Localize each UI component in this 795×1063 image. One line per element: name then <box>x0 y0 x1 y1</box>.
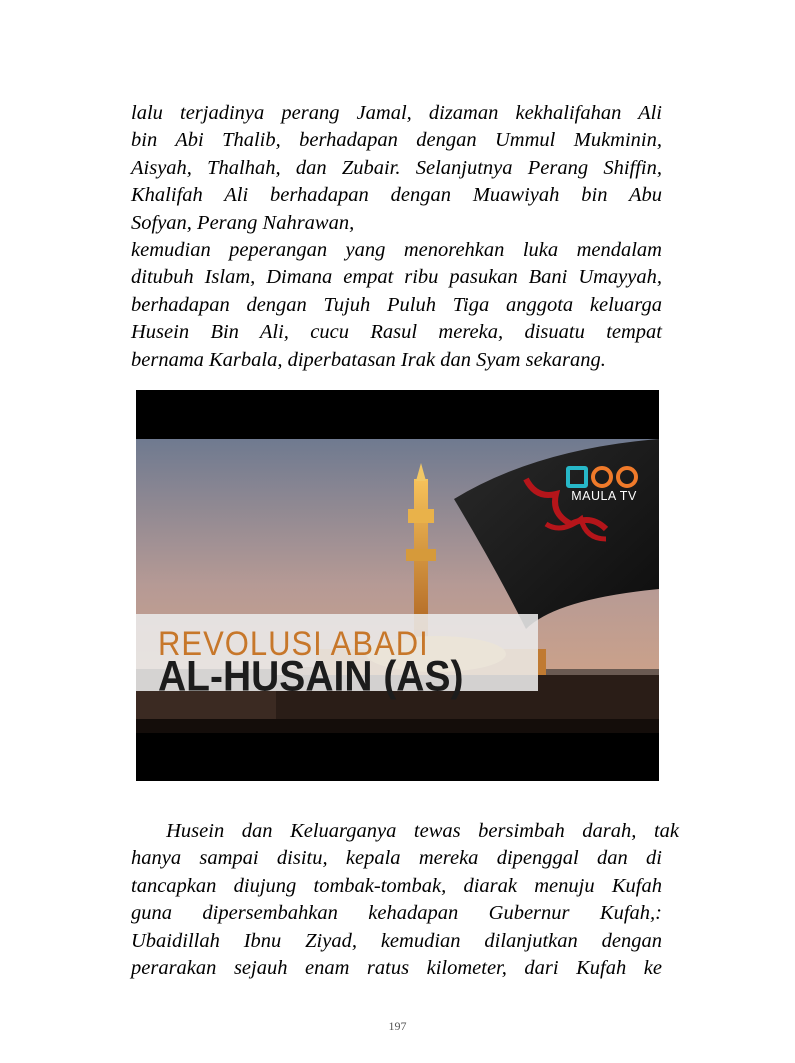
text-line: bernama Karbala, diperbatasan Irak dan Syam sekarang. <box>131 348 606 371</box>
text-line: ditubuh Islam, Dimana empat ribu pasukan Bani Umayyah, <box>131 266 662 289</box>
text-line: hanya sampai disitu, kepala mereka dipenggal dan di <box>131 847 662 870</box>
text-line: Ubaidillah Ibnu Ziyad, kemudian dilanjutkan dengan <box>131 929 662 952</box>
logo-glyphs-icon <box>566 464 642 490</box>
text-line: perarakan sejauh enam ratus kilometer, dari Kufah ke <box>131 957 662 980</box>
logo-text: MAULA TV <box>571 489 637 503</box>
text-line: Khalifah Ali berhadapan dengan Muawiyah bin Abu <box>131 184 662 207</box>
logo-ring-icon <box>616 466 638 488</box>
text-line: bin Abi Thalib, berhadapan dengan Ummul Mukminin, <box>131 129 662 152</box>
thumbnail-subtitle: REVOLUSI ABADI <box>158 624 429 663</box>
text-line: lalu terjadinya perang Jamal, dizaman kekhalifahan Ali <box>131 102 662 124</box>
text-line: Sofyan, Perang Nahrawan, <box>131 211 355 234</box>
text-line: tancapkan diujung tombak-tombak, diarak menuju Kufah <box>131 874 662 897</box>
text-line: kemudian peperangan yang menorehkan luka mendalam <box>131 239 662 262</box>
video-thumbnail-image <box>136 390 659 781</box>
text-line: Husein dan Keluarganya tewas bersimbah darah, tak <box>131 820 679 842</box>
paragraph-2 <box>131 818 679 982</box>
shrine-photo <box>136 439 659 733</box>
paragraph-1 <box>131 100 662 374</box>
text-line: berhadapan dengan Tujuh Puluh Tiga anggota keluarga <box>131 293 662 316</box>
text-line: Aisyah, Thalhah, dan Zubair. Selanjutnya Perang Shiffin, <box>131 156 662 179</box>
text-line: Husein Bin Ali, cucu Rasul mereka, disuatu tempat <box>131 321 662 344</box>
logo-square-icon <box>566 466 588 488</box>
thumbnail-title: AL-HUSAIN (AS) <box>158 653 464 701</box>
page-number: 197 <box>388 1019 407 1033</box>
maula-tv-logo <box>564 464 644 508</box>
logo-ring-icon <box>591 466 613 488</box>
text-line: guna dipersembahkan kehadapan Gubernur Kufah,: <box>131 902 662 925</box>
